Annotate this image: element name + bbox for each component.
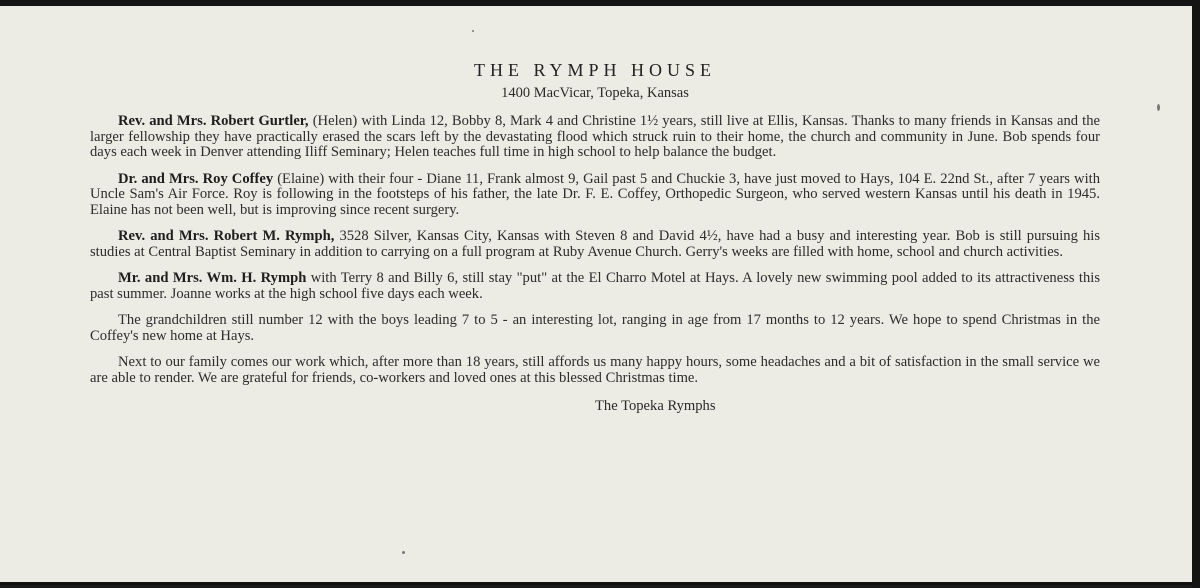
paper-speck [402,551,405,554]
letter-content [90,52,1100,415]
paragraph-gurtler [90,114,1100,161]
paragraph-text: (Helen) with Linda 12, Bobby 8, Mark 4 and Christine 1½ years, still live at Ellis, Kansas. Thanks to many friends in Kansas and the larger fellowship they have practically erased the scars left by the devastating flood which struck ruin to their home, the church and community in June. Bob spends four days each week in Denver attending Iliff Seminary; Helen teaches full time in high school to help balance the budget. [90,113,1100,160]
paragraph-grandchildren [90,313,1100,344]
paper-speck [472,30,474,32]
family-name: Rev. and Mrs. Robert Gurtler, [118,113,309,129]
paragraph-robert-rymph [90,229,1100,260]
family-name: Mr. and Mrs. Wm. H. Rymph [118,270,307,286]
paragraph-text: The grandchildren still number 12 with the boys leading 7 to 5 - an interesting lot, ranging in age from 17 months to 12 years. We hope to spend Christmas in the Coffey's new home at Hays. [90,312,1100,344]
paragraph-coffey [90,172,1100,219]
page-title: THE RYMPH HOUSE [473,60,717,80]
paper-speck [1157,104,1160,111]
paragraph-text: (Elaine) with their four - Diane 11, Frank almost 9, Gail past 5 and Chuckie 3, have just moved to Hays, 104 E. 22nd St., after 7 years with Uncle Sam's Air Force. Roy is following in the footsteps of his father, the late Dr. F. E. Coffey, Orthopedic Surgeon, who served western Kansas until his death in 1945. Elaine has not been well, but is improving since recent surgery. [90,170,1100,218]
family-name: Rev. and Mrs. Robert M. Rymph, [118,228,335,244]
paragraph-text: Next to our family comes our work which, after more than 18 years, still affords us many happy hours, some headaches and a bit of satisfaction in the small service we are able to render. We are grateful for friends, co-workers and loved ones at this blessed Christmas time. [90,354,1100,386]
family-name: Dr. and Mrs. Roy Coffey [118,170,274,187]
paragraph-text: with Terry 8 and Billy 6, still stay "put" at the El Charro Motel at Hays. A lovely new swimming pool added to its attractiveness this past summer. Joanne works at the high school five days each week. [90,270,1100,302]
scan-border-right [1192,0,1200,588]
address-line: 1400 MacVicar, Topeka, Kansas [501,85,689,101]
paragraph-work [90,355,1100,386]
paragraph-text: 3528 Silver, Kansas City, Kansas with Steven 8 and David 4½, have had a busy and interesting year. Bob is still pursuing his studies at Central Baptist Seminary in addition to carrying on a full program at Ruby Avenue Church. Gerry's weeks are filled with home, school and church activities. [90,228,1101,260]
paragraph-wm-rymph [90,271,1100,302]
signature: The Topeka Rymphs [595,398,716,414]
